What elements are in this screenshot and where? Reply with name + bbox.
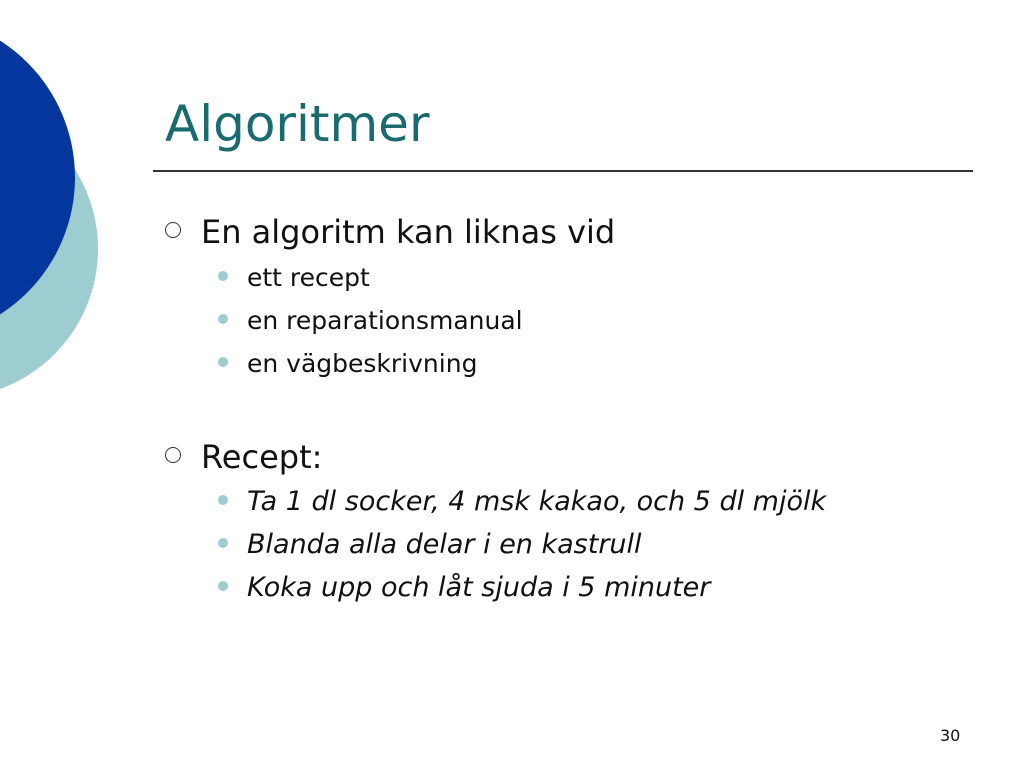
sub-bullet: [218, 529, 642, 561]
sub-bullet-text: Blanda alla delar i en kastrull: [247, 529, 642, 560]
filled-dot-bullet-icon: [218, 538, 228, 548]
sub-bullet: [218, 305, 523, 337]
bullet-text: Recept:: [201, 438, 323, 476]
bullet-section-2: [165, 437, 322, 477]
sub-bullet-text: Ta 1 dl socker, 4 msk kakao, och 5 dl mjölk: [247, 486, 827, 517]
slide-title: Algoritmer: [165, 95, 430, 153]
sub-bullet-text: ett recept: [247, 263, 370, 292]
sub-bullet: [218, 262, 370, 294]
sub-bullet-text: en reparationsmanual: [247, 306, 523, 335]
sub-bullet: [218, 486, 826, 518]
filled-dot-bullet-icon: [218, 271, 228, 281]
filled-dot-bullet-icon: [218, 581, 228, 591]
filled-dot-bullet-icon: [218, 357, 228, 367]
filled-dot-bullet-icon: [218, 495, 228, 505]
sub-bullet-text: en vägbeskrivning: [247, 349, 478, 378]
title-divider: [153, 170, 973, 172]
sub-bullet: [218, 572, 710, 604]
bullet-section-1: [165, 212, 615, 252]
sub-bullet-text: Koka upp och låt sjuda i 5 minuter: [247, 572, 711, 603]
sub-bullet: [218, 348, 477, 380]
hollow-circle-bullet-icon: [165, 447, 181, 463]
bullet-text: En algoritm kan liknas vid: [201, 213, 616, 251]
hollow-circle-bullet-icon: [165, 222, 181, 238]
page-number: 30: [940, 726, 961, 745]
filled-dot-bullet-icon: [218, 314, 228, 324]
